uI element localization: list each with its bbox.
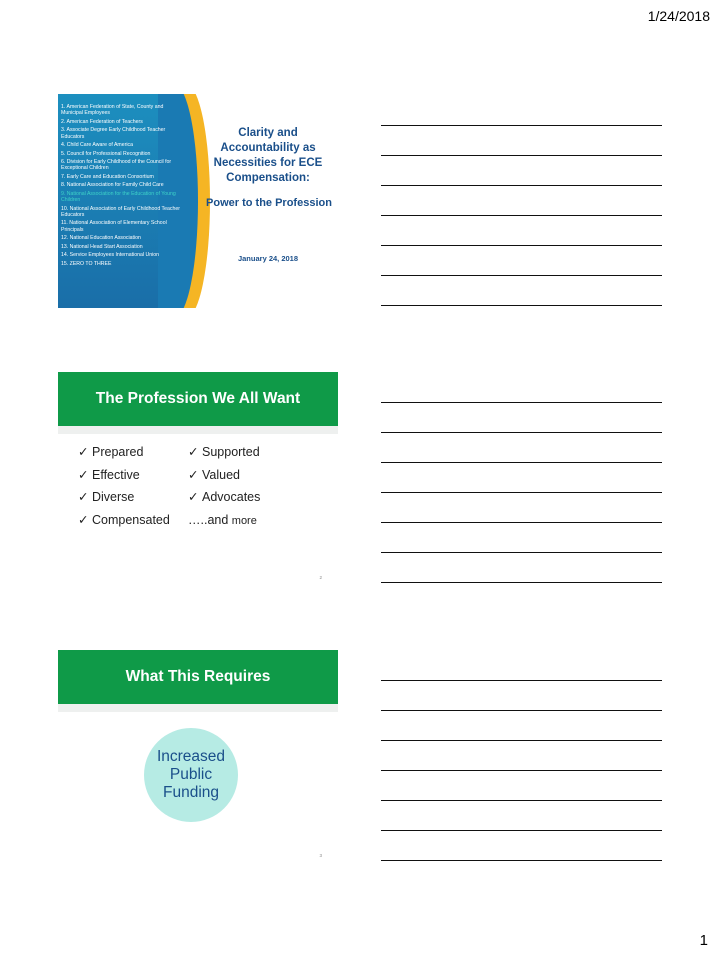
increased-funding-circle bbox=[144, 728, 238, 822]
header-date: 1/24/2018 bbox=[647, 8, 710, 24]
note-line bbox=[381, 185, 662, 186]
slide-1-subtitle: Power to the Profession bbox=[206, 197, 332, 209]
organization-item: 13. National Head Start Association bbox=[61, 243, 143, 250]
note-line bbox=[381, 710, 662, 711]
note-line bbox=[381, 402, 662, 403]
note-line bbox=[381, 275, 662, 276]
check-icon: ✓ bbox=[78, 490, 89, 505]
organization-item: 6. Division for Early Childhood of the Council for Exceptional Children bbox=[61, 159, 172, 172]
organization-list bbox=[61, 104, 181, 269]
checklist-right bbox=[188, 444, 260, 534]
checklist-item bbox=[78, 512, 170, 535]
organization-item: 11. National Association of Elementary School Principals bbox=[61, 220, 167, 233]
checklist-label: Effective bbox=[92, 467, 140, 482]
checklist-item bbox=[78, 444, 170, 467]
organization-item: 5. Council for Professional Recognition bbox=[61, 150, 151, 157]
note-line bbox=[381, 830, 662, 831]
note-line bbox=[381, 492, 662, 493]
checklist-item bbox=[188, 467, 260, 490]
organization-item: 4. Child Care Aware of America bbox=[61, 142, 133, 149]
note-line bbox=[381, 432, 662, 433]
checklist-label: Diverse bbox=[92, 490, 135, 505]
checklist-left bbox=[78, 444, 170, 534]
check-icon: ✓ bbox=[78, 512, 89, 527]
note-line bbox=[381, 305, 662, 306]
slide-1-title bbox=[58, 94, 338, 308]
organization-item: 8. National Association for Family Child Care bbox=[61, 182, 164, 189]
circle-text: Increased Public Funding bbox=[156, 748, 226, 801]
checklist-item bbox=[188, 444, 260, 467]
note-line bbox=[381, 462, 662, 463]
slide-2-title: The Profession We All Want bbox=[58, 372, 338, 426]
organization-item: 1. American Federation of State, County and Municipal Employees bbox=[61, 104, 164, 117]
organization-item: 10. National Association of Early Childhood Teacher Educators bbox=[61, 205, 180, 218]
checklist-label: Supported bbox=[202, 445, 260, 459]
note-line bbox=[381, 125, 662, 126]
slide-3-number: 3 bbox=[319, 853, 322, 858]
title-bar-shadow bbox=[58, 704, 338, 712]
slide-3-requires bbox=[58, 650, 338, 864]
slide-1-date: January 24, 2018 bbox=[237, 254, 299, 263]
check-icon: ✓ bbox=[78, 445, 89, 459]
check-icon: ✓ bbox=[78, 467, 89, 482]
slide-2-number: 2 bbox=[319, 575, 322, 580]
slide-1-heading: Clarity and Accountability as Necessities for ECE Compensation: bbox=[213, 127, 323, 184]
organization-item: 15. ZERO TO THREE bbox=[61, 260, 112, 267]
note-line bbox=[381, 860, 662, 861]
note-line bbox=[381, 155, 662, 156]
note-line bbox=[381, 522, 662, 523]
note-line bbox=[381, 740, 662, 741]
organization-item-highlighted: 9. National Association for the Education of Young Children bbox=[61, 190, 176, 204]
slide-3-title: What This Requires bbox=[58, 650, 338, 704]
note-line bbox=[381, 680, 662, 681]
organization-item: 7. Early Care and Education Consortium bbox=[61, 173, 154, 180]
organization-item: 14. Service Employees International Union bbox=[61, 252, 160, 259]
note-line bbox=[381, 215, 662, 216]
check-icon: ✓ bbox=[188, 467, 199, 482]
check-icon: ✓ bbox=[188, 445, 199, 459]
organization-item: 2. American Federation of Teachers bbox=[61, 118, 143, 125]
and-more-suffix: more bbox=[231, 514, 257, 527]
note-line bbox=[381, 245, 662, 246]
and-more-text bbox=[188, 513, 257, 527]
organization-item: 3. Associate Degree Early Childhood Teacher Educators bbox=[61, 127, 166, 140]
and-more-prefix: …..and bbox=[188, 512, 232, 527]
checklist-label: Advocates bbox=[202, 490, 261, 505]
note-line bbox=[381, 552, 662, 553]
note-line bbox=[381, 582, 662, 583]
note-line bbox=[381, 800, 662, 801]
checklist-label: Valued bbox=[202, 467, 240, 482]
note-line bbox=[381, 770, 662, 771]
checklist-label: Prepared bbox=[92, 445, 144, 459]
slide-2-profession bbox=[58, 372, 338, 586]
checklist-item bbox=[78, 489, 170, 512]
checklist-label: Compensated bbox=[92, 512, 170, 527]
check-icon: ✓ bbox=[188, 490, 199, 505]
page-number: 1 bbox=[699, 932, 708, 949]
checklist-item bbox=[78, 467, 170, 490]
and-more-item bbox=[188, 512, 260, 535]
title-bar-shadow bbox=[58, 426, 338, 434]
checklist-item bbox=[188, 489, 260, 512]
organization-item: 12. National Education Association bbox=[61, 235, 141, 242]
